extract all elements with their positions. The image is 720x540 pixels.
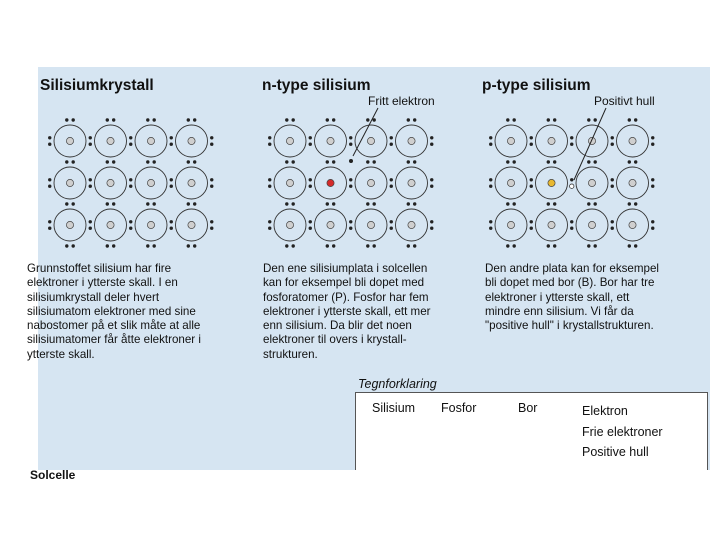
silicon-nucleus — [629, 179, 636, 186]
electron — [309, 143, 312, 146]
title-silicon-crystal: Silisiumkrystall — [40, 77, 154, 94]
electron — [326, 244, 329, 247]
electron — [547, 118, 550, 121]
electron — [611, 178, 614, 181]
electron — [268, 185, 271, 188]
electron — [309, 178, 312, 181]
legend-key-electron: Elektron — [582, 404, 628, 418]
electron — [366, 244, 369, 247]
free-electron — [349, 159, 353, 163]
electron — [89, 185, 92, 188]
electron — [553, 118, 556, 121]
electron — [106, 202, 109, 205]
electron — [506, 118, 509, 121]
electron — [570, 136, 573, 139]
electron — [72, 118, 75, 121]
electron — [489, 220, 492, 223]
electron — [651, 220, 654, 223]
electron — [570, 220, 573, 223]
electron — [651, 143, 654, 146]
electron — [170, 143, 173, 146]
electron — [146, 160, 149, 163]
electron — [390, 185, 393, 188]
electron — [129, 185, 132, 188]
electron — [570, 227, 573, 230]
electron — [285, 118, 288, 121]
legend-box — [355, 392, 708, 470]
electron — [268, 227, 271, 230]
electron — [193, 202, 196, 205]
electron — [553, 244, 556, 247]
electron — [413, 160, 416, 163]
electron — [89, 136, 92, 139]
electron — [193, 118, 196, 121]
electron — [489, 178, 492, 181]
electron — [112, 160, 115, 163]
electron — [292, 202, 295, 205]
electron — [48, 227, 51, 230]
electron — [170, 185, 173, 188]
electron — [430, 185, 433, 188]
electron — [268, 178, 271, 181]
silicon-nucleus — [629, 137, 636, 144]
electron — [187, 244, 190, 247]
electron — [292, 244, 295, 247]
electron — [153, 118, 156, 121]
electron — [187, 202, 190, 205]
electron — [89, 143, 92, 146]
electron — [407, 160, 410, 163]
electron — [413, 244, 416, 247]
electron — [153, 160, 156, 163]
electron — [506, 160, 509, 163]
desc-silicon-crystal: Grunnstoffet silisium har fire elektroner i ytterste skall. I en silisiumkrystall deler hvert silisiumatom elektroner med sine nabostomer på et slik måte at alle silisiumatomer får åtte elektroner i ytterste skall. — [27, 262, 201, 361]
silicon-nucleus — [367, 179, 374, 186]
electron — [430, 136, 433, 139]
silicon-nucleus — [367, 137, 374, 144]
electron — [210, 143, 213, 146]
electron — [634, 160, 637, 163]
electron — [65, 118, 68, 121]
electron — [553, 160, 556, 163]
silicon-nucleus — [188, 179, 195, 186]
electron — [530, 220, 533, 223]
electron — [292, 118, 295, 121]
electron — [390, 220, 393, 223]
silicon-nucleus — [107, 179, 114, 186]
electron — [146, 202, 149, 205]
electron — [547, 160, 550, 163]
dopant-nucleus — [327, 179, 334, 186]
silicon-nucleus — [107, 137, 114, 144]
electron — [170, 227, 173, 230]
electron — [413, 118, 416, 121]
desc-p-type: Den andre plata kan for eksempel bli dopet med bor (B). Bor har tre elektroner i ytterste skall, ett mindre enn silisium. Vi får da "positive hull" i krystallstrukturen. — [485, 262, 660, 333]
silicon-nucleus — [548, 137, 555, 144]
electron — [430, 178, 433, 181]
electron — [506, 202, 509, 205]
electron — [489, 227, 492, 230]
electron — [112, 118, 115, 121]
electron — [89, 178, 92, 181]
electron — [48, 185, 51, 188]
silicon-nucleus — [147, 137, 154, 144]
cut-off-heading: Solcelle — [30, 468, 76, 482]
electron — [611, 220, 614, 223]
electron — [170, 220, 173, 223]
electron — [129, 143, 132, 146]
electron — [106, 160, 109, 163]
callout-positive-hole: Positivt hull — [594, 94, 655, 108]
electron — [611, 185, 614, 188]
electron — [65, 244, 68, 247]
electron — [530, 185, 533, 188]
electron — [285, 160, 288, 163]
electron — [513, 160, 516, 163]
electron — [48, 136, 51, 139]
electron — [390, 178, 393, 181]
legend-label-phosphorus: Fosfor — [441, 401, 477, 415]
electron — [373, 202, 376, 205]
electron — [309, 227, 312, 230]
electron — [587, 160, 590, 163]
lattice-p-type — [489, 118, 654, 247]
electron — [553, 202, 556, 205]
electron — [366, 118, 369, 121]
lattice-silicon — [48, 118, 213, 247]
silicon-nucleus — [286, 221, 293, 228]
electron — [611, 136, 614, 139]
electron — [129, 178, 132, 181]
silicon-nucleus — [629, 221, 636, 228]
electron — [210, 178, 213, 181]
electron — [349, 185, 352, 188]
electron — [72, 202, 75, 205]
electron — [634, 118, 637, 121]
electron — [349, 178, 352, 181]
electron — [489, 143, 492, 146]
electron — [628, 118, 631, 121]
electron — [651, 178, 654, 181]
electron — [390, 136, 393, 139]
electron — [72, 244, 75, 247]
electron — [309, 136, 312, 139]
silicon-nucleus — [327, 137, 334, 144]
silicon-nucleus — [588, 179, 595, 186]
electron — [332, 202, 335, 205]
electron — [210, 227, 213, 230]
dopant-nucleus — [548, 179, 555, 186]
electron — [210, 185, 213, 188]
electron — [112, 244, 115, 247]
silicon-nucleus — [408, 221, 415, 228]
electron — [349, 143, 352, 146]
electron — [587, 118, 590, 121]
electron — [407, 202, 410, 205]
electron — [611, 143, 614, 146]
electron — [530, 227, 533, 230]
electron — [48, 220, 51, 223]
silicon-nucleus — [107, 221, 114, 228]
electron — [146, 118, 149, 121]
electron — [326, 160, 329, 163]
electron — [366, 160, 369, 163]
electron — [430, 220, 433, 223]
electron — [170, 136, 173, 139]
electron — [530, 136, 533, 139]
electron — [489, 185, 492, 188]
electron — [146, 244, 149, 247]
electron — [268, 220, 271, 223]
electron — [634, 202, 637, 205]
silicon-nucleus — [147, 221, 154, 228]
electron — [326, 118, 329, 121]
electron — [413, 202, 416, 205]
legend-key-free-electrons: Frie elektroner — [582, 425, 663, 439]
electron — [547, 244, 550, 247]
electron — [587, 244, 590, 247]
electron — [530, 178, 533, 181]
silicon-nucleus — [507, 221, 514, 228]
electron — [187, 118, 190, 121]
silicon-nucleus — [408, 179, 415, 186]
electron — [210, 136, 213, 139]
electron — [170, 178, 173, 181]
silicon-nucleus — [66, 137, 73, 144]
silicon-nucleus — [66, 179, 73, 186]
silicon-nucleus — [188, 137, 195, 144]
electron — [651, 136, 654, 139]
electron — [587, 202, 590, 205]
electron — [628, 244, 631, 247]
electron — [268, 136, 271, 139]
electron — [513, 118, 516, 121]
silicon-nucleus — [327, 221, 334, 228]
electron — [106, 244, 109, 247]
electron — [309, 220, 312, 223]
legend-title: Tegnforklaring — [358, 377, 437, 391]
silicon-nucleus — [188, 221, 195, 228]
title-p-type: p-type silisium — [482, 77, 591, 94]
electron — [594, 202, 597, 205]
electron — [129, 220, 132, 223]
silicon-nucleus — [147, 179, 154, 186]
electron — [48, 143, 51, 146]
electron — [89, 220, 92, 223]
silicon-nucleus — [588, 221, 595, 228]
electron — [366, 202, 369, 205]
electron — [373, 160, 376, 163]
electron — [373, 244, 376, 247]
callout-line-free-electron — [353, 108, 378, 156]
legend-key-positive-holes: Positive hull — [582, 445, 649, 459]
silicon-nucleus — [507, 179, 514, 186]
electron — [489, 136, 492, 139]
electron — [373, 118, 376, 121]
electron — [285, 244, 288, 247]
electron — [547, 202, 550, 205]
electron — [187, 160, 190, 163]
silicon-nucleus — [408, 137, 415, 144]
electron — [268, 143, 271, 146]
electron — [112, 202, 115, 205]
electron — [292, 160, 295, 163]
electron — [72, 160, 75, 163]
electron — [407, 118, 410, 121]
silicon-nucleus — [548, 221, 555, 228]
legend-label-silicon: Silisium — [372, 401, 416, 415]
desc-n-type: Den ene silisiumplata i solcellen kan for eksempel bli dopet med fosforatomer (P). Fosfor har fem elektroner i ytterste skall, ett mer enn silisium. Da blir det noen elektroner til overs i krystall- strukturen. — [263, 262, 431, 361]
electron — [193, 244, 196, 247]
silicon-nucleus — [286, 179, 293, 186]
electron — [634, 244, 637, 247]
electron — [430, 143, 433, 146]
electron — [594, 160, 597, 163]
electron — [349, 227, 352, 230]
electron — [210, 220, 213, 223]
electron — [570, 143, 573, 146]
electron — [89, 227, 92, 230]
electron — [153, 202, 156, 205]
electron — [309, 185, 312, 188]
electron — [48, 178, 51, 181]
electron — [332, 160, 335, 163]
electron — [349, 136, 352, 139]
electron — [594, 244, 597, 247]
electron — [513, 202, 516, 205]
electron — [332, 244, 335, 247]
electron — [390, 227, 393, 230]
electron — [628, 202, 631, 205]
positive-hole — [570, 184, 574, 188]
electron — [513, 244, 516, 247]
silicon-nucleus — [507, 137, 514, 144]
electron — [628, 160, 631, 163]
electron — [129, 227, 132, 230]
electron — [332, 118, 335, 121]
electron — [611, 227, 614, 230]
electron — [407, 244, 410, 247]
lattice-n-type — [268, 118, 433, 247]
electron — [530, 143, 533, 146]
electron — [285, 202, 288, 205]
silicon-nucleus — [367, 221, 374, 228]
electron — [65, 160, 68, 163]
electron — [106, 118, 109, 121]
electron — [651, 227, 654, 230]
electron — [129, 136, 132, 139]
electron — [326, 202, 329, 205]
legend-label-boron: Bor — [518, 401, 538, 415]
title-n-type: n-type silisium — [262, 77, 371, 94]
callout-free-electron: Fritt elektron — [368, 94, 435, 108]
electron — [65, 202, 68, 205]
electron — [594, 118, 597, 121]
electron — [506, 244, 509, 247]
silicon-nucleus — [66, 221, 73, 228]
electron — [570, 178, 573, 181]
electron — [430, 227, 433, 230]
electron — [651, 185, 654, 188]
electron — [349, 220, 352, 223]
electron — [390, 143, 393, 146]
electron — [153, 244, 156, 247]
silicon-nucleus — [286, 137, 293, 144]
electron — [193, 160, 196, 163]
